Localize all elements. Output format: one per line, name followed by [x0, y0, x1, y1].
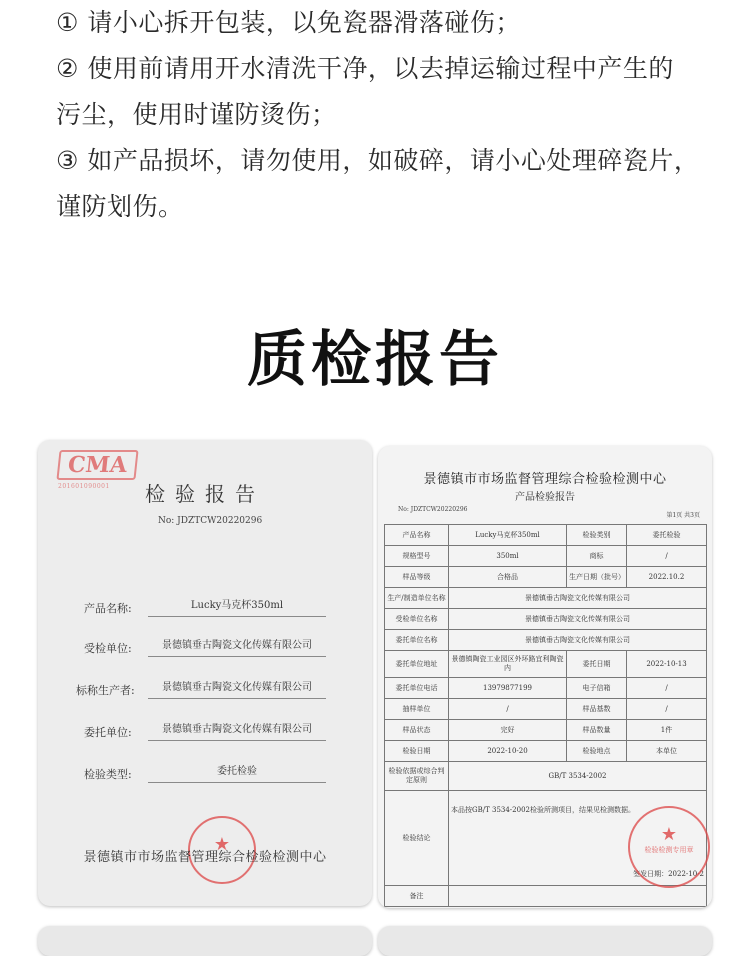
table-cell: 2022-10-20	[449, 741, 567, 762]
field-label: 产品名称:	[84, 602, 132, 615]
table-cell: 电子信箱	[567, 678, 627, 699]
field-value: 景德镇垂古陶瓷文化传媒有限公司	[148, 720, 326, 741]
table-row	[385, 741, 707, 762]
table-cell: 样品状态	[385, 720, 449, 741]
field-value: 景德镇垂古陶瓷文化传媒有限公司	[148, 636, 326, 657]
table-row	[385, 630, 707, 651]
table-cell: 委托检验	[627, 525, 707, 546]
report-table-image	[378, 446, 712, 908]
table-cell: 景德镇垂古陶瓷文化传媒有限公司	[449, 630, 707, 651]
report-org: 景德镇市市场监督管理综合检验检测中心	[423, 472, 667, 487]
table-cell: 委托单位电话	[385, 678, 449, 699]
table-row	[385, 525, 707, 546]
field-value: 景德镇垂古陶瓷文化传媒有限公司	[148, 678, 326, 699]
report-cover-image	[38, 440, 372, 906]
report-page: 第1页 共3页	[666, 512, 700, 519]
field-label: 委托单位:	[84, 726, 132, 739]
table-cell: 检验结论	[385, 791, 449, 886]
table-cell: 样品基数	[567, 699, 627, 720]
report-no: No: JDZTCW20220296	[398, 506, 468, 513]
table-cell: 规格型号	[385, 546, 449, 567]
table-cell: 检验类别	[567, 525, 627, 546]
table-row	[385, 762, 707, 791]
next-page-left-preview	[38, 926, 372, 956]
field-value: Lucky马克杯350ml	[148, 596, 326, 617]
table-cell: 检验日期	[385, 741, 449, 762]
cover-report-no: No: JDZTCW20220296	[158, 516, 263, 526]
cma-logo-text: CMA	[56, 450, 138, 480]
table-row	[385, 609, 707, 630]
next-page-right-preview	[378, 926, 712, 956]
table-cell: 350ml	[449, 546, 567, 567]
cover-field-client	[38, 720, 372, 742]
cover-field-inspected-unit	[38, 636, 372, 658]
table-cell: /	[627, 699, 707, 720]
table-cell: 2022.10.2	[627, 567, 707, 588]
table-row	[385, 678, 707, 699]
table-cell: /	[627, 678, 707, 699]
table-cell: 受检单位名称	[385, 609, 449, 630]
table-row	[385, 588, 707, 609]
table-cell: Lucky马克杯350ml	[449, 525, 567, 546]
notice-block	[56, 0, 736, 230]
table-row	[385, 699, 707, 720]
table-cell: 生产/制造单位名称	[385, 588, 449, 609]
conclusion-text: 本品按GB/T 3534-2002检验所测项目，结果见检测数据。	[451, 806, 635, 814]
seal-text: 检验检测专用章	[644, 846, 694, 854]
table-cell: 委托单位名称	[385, 630, 449, 651]
table-row	[385, 651, 707, 678]
table-cell: 2022-10-13	[627, 651, 707, 678]
cover-field-producer	[38, 678, 372, 700]
table-row	[385, 886, 707, 907]
table-cell: 生产日期（批号）	[567, 567, 627, 588]
table-cell: 样品等级	[385, 567, 449, 588]
table-cell: 检验地点	[567, 741, 627, 762]
table-cell: 13979877199	[449, 678, 567, 699]
table-cell: 景德镇陶瓷工业园区外环路宜利陶瓷内	[449, 651, 567, 678]
table-cell: 样品数量	[567, 720, 627, 741]
table-row	[385, 567, 707, 588]
field-value: 委托检验	[148, 762, 326, 783]
cma-number: 201601090001	[58, 483, 110, 490]
table-cell: /	[449, 699, 567, 720]
cover-title: 检验报告	[145, 482, 265, 506]
table-cell: 本单位	[627, 741, 707, 762]
table-cell: 1件	[627, 720, 707, 741]
table-cell: 景德镇垂古陶瓷文化传媒有限公司	[449, 609, 707, 630]
table-cell: 商标	[567, 546, 627, 567]
notice-line: 污尘，使用时谨防烫伤；	[56, 100, 337, 129]
red-seal-icon: ★ 检验检测专用章	[628, 806, 710, 888]
red-seal-icon: ★	[188, 816, 256, 884]
table-cell: 景德镇垂古陶瓷文化传媒有限公司	[449, 588, 707, 609]
cover-field-type	[38, 762, 372, 784]
table-row	[385, 720, 707, 741]
notice-line: 谨防划伤。	[56, 192, 184, 221]
field-label: 标称生产者:	[76, 684, 135, 697]
table-cell: 合格品	[449, 567, 567, 588]
table-row	[385, 546, 707, 567]
section-title: 质检报告	[247, 325, 503, 395]
cover-org: 景德镇市市场监督管理综合检验检测中心	[83, 850, 327, 865]
table-cell	[449, 886, 707, 907]
table-cell: 产品名称	[385, 525, 449, 546]
sign-date: 签发日期：2022-10-2	[633, 870, 704, 878]
notice-line: ② 使用前请用开水清洗干净，以去掉运输过程中产生的	[56, 54, 674, 83]
table-cell: /	[627, 546, 707, 567]
table-cell: 备注	[385, 886, 449, 907]
field-label: 检验类型:	[84, 768, 132, 781]
table-cell: 委托单位地址	[385, 651, 449, 678]
table-cell: GB/T 3534-2002	[449, 762, 707, 791]
notice-line: ① 请小心拆开包装，以免瓷器滑落碰伤；	[56, 8, 521, 37]
cover-field-product	[38, 596, 372, 618]
report-subtitle: 产品检验报告	[515, 492, 575, 503]
notice-line: ③ 如产品损坏，请勿使用，如破碎，请小心处理碎瓷片，	[56, 146, 700, 175]
table-cell: 检验依据或综合判定原则	[385, 762, 449, 791]
table-cell: 抽样单位	[385, 699, 449, 720]
field-label: 受检单位:	[84, 642, 132, 655]
table-cell: 委托日期	[567, 651, 627, 678]
table-cell: 完好	[449, 720, 567, 741]
